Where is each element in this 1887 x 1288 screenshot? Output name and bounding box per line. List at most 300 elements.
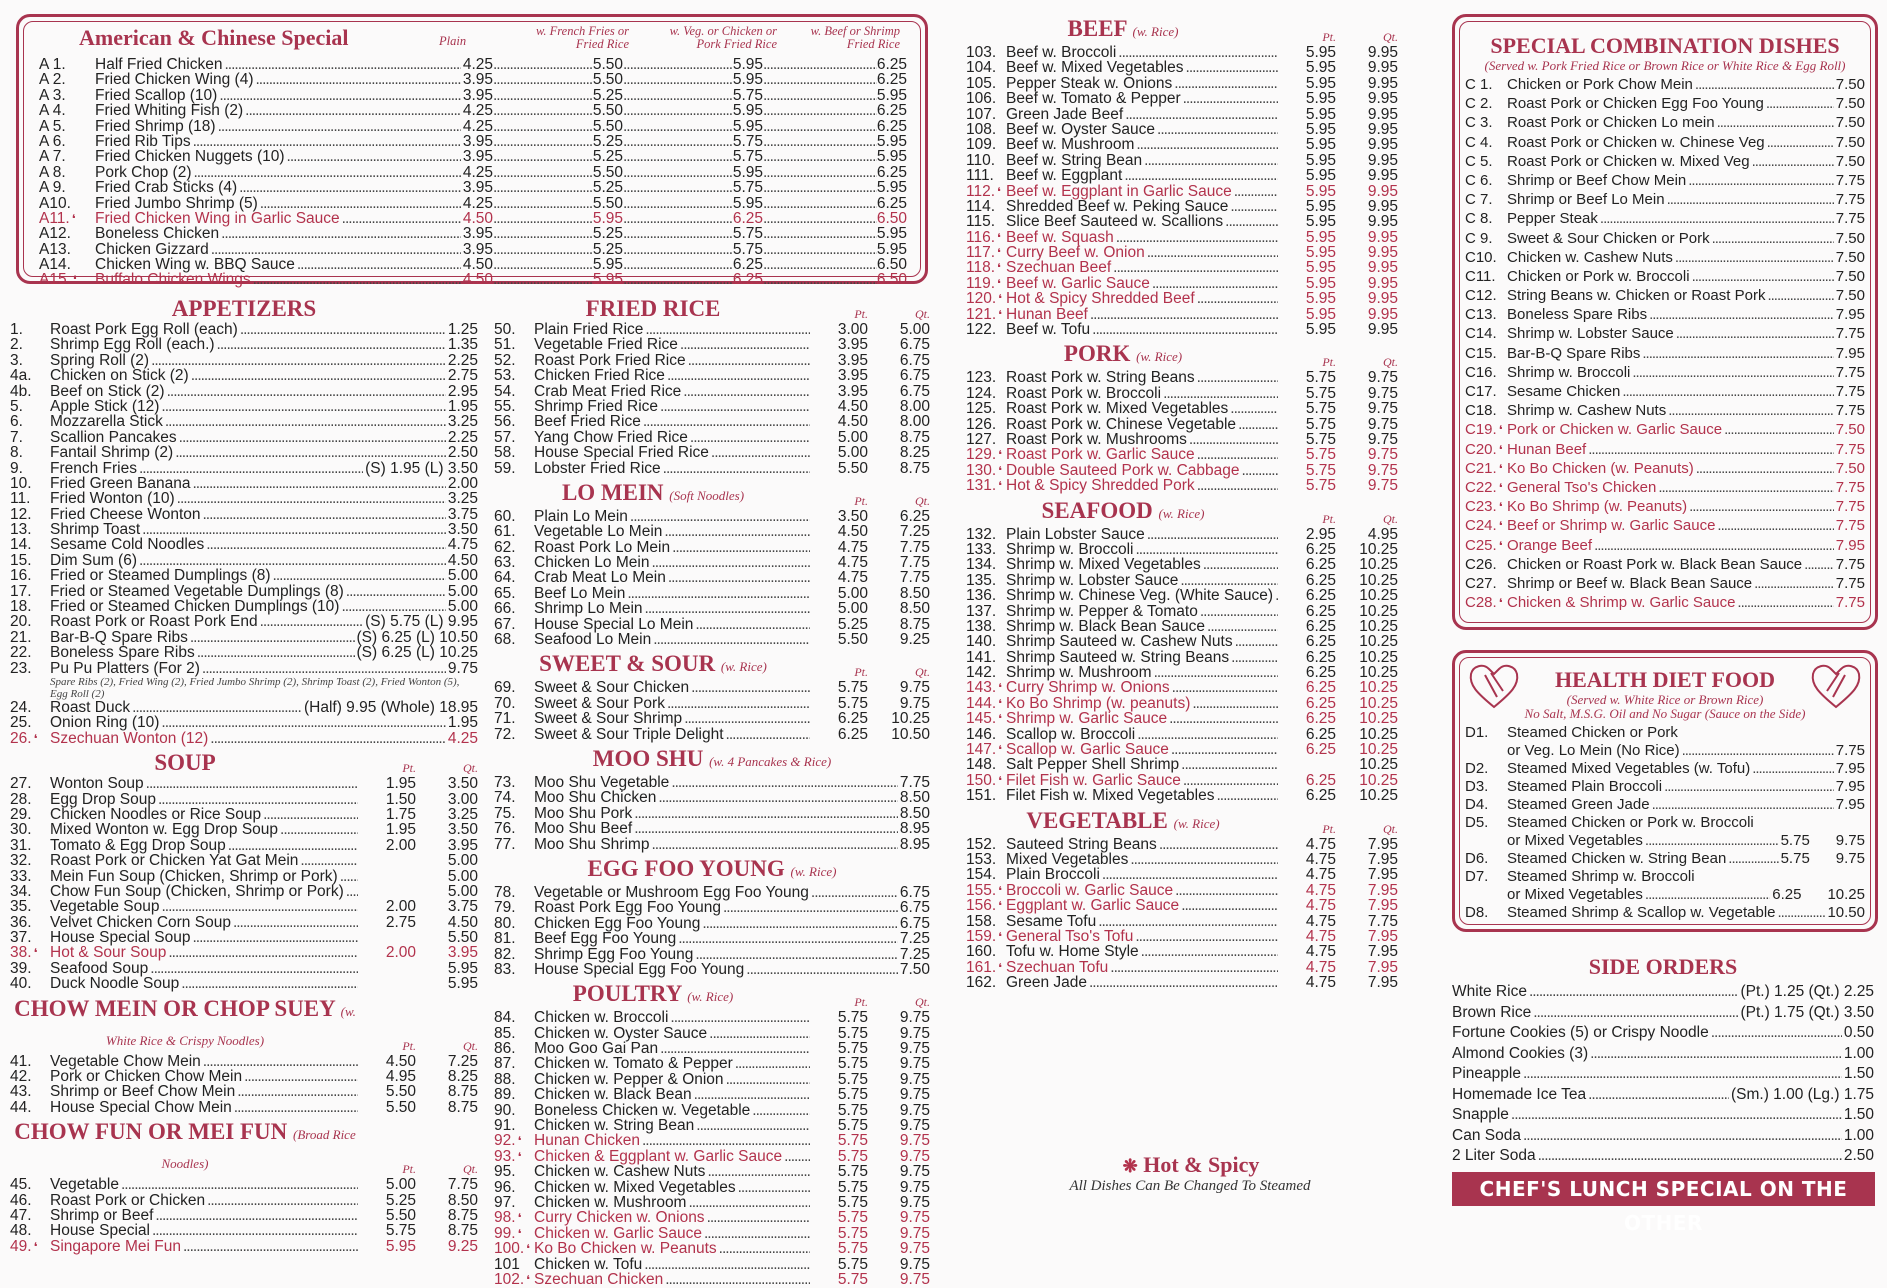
- quart-price: 9.75: [899, 1224, 930, 1242]
- menu-item: [39, 119, 907, 134]
- item-number: 3.: [10, 351, 23, 369]
- item-number: 28.: [10, 790, 32, 808]
- menu-item: [10, 899, 478, 914]
- menu-item: [966, 914, 1398, 929]
- item-name: Snapple: [1452, 1106, 1509, 1123]
- menu-item: [966, 370, 1398, 385]
- item-name: Pepper Steak w. Onions: [1006, 74, 1173, 92]
- item-price: 1.00: [1843, 1044, 1874, 1062]
- item-price: 7.95: [1835, 760, 1865, 777]
- item-price: 5.50: [592, 102, 623, 120]
- item-number: 20.: [10, 613, 32, 631]
- item-name: Plain Fried Rice: [534, 321, 644, 338]
- item-name: Roast Pork w. Mixed Vegetables: [1006, 400, 1229, 418]
- item-price: 7.50: [1835, 229, 1865, 247]
- item-name: Chicken w. Mixed Vegetables: [534, 1178, 736, 1196]
- item-name: Beef w. Squash: [1006, 228, 1114, 246]
- item-name: Chicken w. Tofu: [534, 1255, 643, 1273]
- vegetable-header: [966, 808, 1398, 837]
- menu-item: [494, 1133, 930, 1148]
- item-name: House Special Egg Foo Young: [534, 960, 745, 978]
- item-name: Roast Pork or Chicken Egg Foo Young: [1507, 95, 1764, 113]
- quart-price: 9.75: [1367, 400, 1398, 418]
- item-price: (S) 6.25 (L) 10.50: [356, 628, 478, 646]
- menu-item: [39, 134, 907, 149]
- item-price: 5.00: [447, 582, 478, 600]
- item-price: 4.50: [447, 551, 478, 569]
- item-name: General Tso's Tofu: [1006, 927, 1134, 945]
- health-item: [1465, 760, 1865, 778]
- pint-price: 5.50: [837, 459, 868, 477]
- item-number: 21.: [10, 628, 32, 646]
- item-number: 146.: [966, 725, 997, 743]
- pepper-icon: ❛: [526, 1242, 531, 1257]
- combo-item: [1465, 536, 1865, 555]
- item-name: Onion Ring (10): [50, 714, 160, 732]
- pepper-icon: ❛: [998, 773, 1003, 788]
- item-number: 66.: [494, 600, 516, 618]
- item-price: 9.75: [447, 659, 478, 677]
- menu-item: [494, 821, 930, 836]
- item-number: 82.: [494, 945, 516, 963]
- item-number: A13.: [39, 240, 71, 258]
- item-name: Orange Beef: [1507, 536, 1593, 554]
- pint-price: 5.75: [837, 1101, 868, 1119]
- item-number: C24. ❛: [1465, 517, 1503, 535]
- item-name: Pepper Steak: [1507, 210, 1598, 228]
- menu-item: [494, 399, 930, 414]
- item-name: Scallop w. Garlic Sauce: [1006, 741, 1169, 759]
- item-price: 7.50: [1835, 267, 1865, 285]
- pint-price: 4.75: [1305, 850, 1336, 868]
- pint-price: 5.75: [837, 1224, 868, 1242]
- item-number: 86.: [494, 1040, 516, 1058]
- menu-item: [10, 368, 478, 383]
- item-price: 5.95: [732, 102, 763, 120]
- item-price: 5.95: [732, 71, 763, 89]
- menu-item: [10, 1054, 478, 1069]
- menu-item: [494, 430, 930, 445]
- pint-price: 4.75: [837, 569, 868, 587]
- menu-item: [966, 619, 1398, 634]
- quart-price: 8.75: [899, 428, 930, 446]
- item-name: Beef w. Mushroom: [1006, 136, 1135, 154]
- menu-item: [966, 604, 1398, 619]
- pint-price: 4.50: [837, 413, 868, 431]
- quart-price: 9.95: [1367, 120, 1398, 138]
- item-number: 74.: [494, 789, 516, 807]
- item-number: C 6.: [1465, 171, 1493, 189]
- item-name: Roast Pork Lo Mein: [534, 538, 671, 556]
- poultry-header: [494, 981, 930, 1010]
- combo-item: [1465, 171, 1865, 190]
- item-name: Beef w. Oyster Sauce: [1006, 120, 1156, 138]
- item-name: Filet Fish w. Garlic Sauce: [1006, 771, 1181, 789]
- item-number: 43.: [10, 1083, 32, 1101]
- item-name: Fried or Steamed Vegetable Dumplings (8): [50, 582, 344, 600]
- quart-price: 8.75: [447, 1083, 478, 1101]
- pint-price: 5.75: [1305, 369, 1336, 387]
- menu-item: [494, 1241, 930, 1256]
- quart-price: 7.75: [899, 569, 930, 587]
- quart-price: 9.75: [899, 1040, 930, 1058]
- pint-price: 5.75: [1305, 384, 1336, 402]
- item-number: 51.: [494, 336, 516, 354]
- combo-item: [1465, 440, 1865, 459]
- item-price: 5.75: [732, 240, 763, 258]
- menu-item: [966, 122, 1398, 137]
- quart-price: 7.95: [1367, 897, 1398, 915]
- pint-price: 3.95: [837, 336, 868, 354]
- combo-item: [1465, 190, 1865, 209]
- menu-item: [494, 540, 930, 555]
- item-name: Scallion Pancakes: [50, 428, 177, 446]
- item-number: 16.: [10, 567, 32, 585]
- pint-price: 5.95: [1305, 213, 1336, 231]
- quart-price: 9.95: [1367, 167, 1398, 185]
- item-price: 8.50: [899, 804, 930, 822]
- item-price: 3.95: [462, 148, 493, 166]
- item-number: 107.: [966, 105, 997, 123]
- item-name: Vegetable: [50, 1176, 119, 1194]
- item-price: 6.25: [876, 163, 907, 181]
- item-number: 109.: [966, 136, 997, 154]
- item-name: Seafood Lo Mein: [534, 631, 652, 649]
- item-number: 47.: [10, 1206, 32, 1224]
- item-name: Steamed Green Jade: [1507, 796, 1650, 813]
- item-number: 77.: [494, 835, 516, 853]
- item-name: Roast Pork Egg Roll (each): [50, 321, 238, 338]
- quart-price: 7.25: [447, 1052, 478, 1070]
- item-price: 5.75: [732, 148, 763, 166]
- item-name: Chicken w. Cashew Nuts: [1507, 248, 1673, 266]
- item-name: Fortune Cookies (5) or Crispy Noodle: [1452, 1024, 1709, 1041]
- item-name: Tomato & Egg Drop Soup: [50, 836, 226, 854]
- quart-header: Qt.: [915, 493, 930, 508]
- item-price: 5.25: [592, 179, 623, 197]
- item-name: Chicken w. Pepper & Onion: [534, 1070, 724, 1088]
- friedrice-title: FRIED RICE: [585, 296, 721, 321]
- item-name: Fried Chicken Wing (4): [95, 71, 254, 89]
- item-name: Almond Cookies (3): [1452, 1044, 1589, 1062]
- item-price: 5.75: [732, 179, 763, 197]
- item-number: 148.: [966, 756, 997, 774]
- pint-price: 6.25: [1305, 571, 1336, 589]
- item-name: Chicken Noodles or Rice Soup: [50, 805, 262, 823]
- item-number: C 8.: [1465, 210, 1493, 228]
- seafood-subtitle: (w. Rice): [1158, 505, 1205, 521]
- menu-item: [494, 368, 930, 383]
- item-name: Shrimp Toast: [50, 521, 141, 539]
- item-price: 6.25: [876, 71, 907, 89]
- menu-item: [10, 1069, 478, 1084]
- item-number: 102. ❛: [494, 1270, 531, 1288]
- pint-price: 1.50: [385, 790, 416, 808]
- item-number: 156. ❛: [966, 897, 1003, 915]
- item-number: C 4.: [1465, 133, 1493, 151]
- item-name: Duck Noodle Soup: [50, 975, 180, 993]
- quart-price: 7.95: [1367, 943, 1398, 961]
- item-number: 4a.: [10, 367, 32, 385]
- quart-price: 8.50: [899, 600, 930, 618]
- item-name: Fried or Steamed Dumplings (8): [50, 567, 271, 585]
- pint-price: 4.75: [837, 554, 868, 572]
- item-price: 7.75: [1835, 498, 1865, 516]
- menu-item: [966, 245, 1398, 260]
- menu-item: [10, 476, 478, 491]
- menu-item: [39, 149, 907, 164]
- quart-header: Qt.: [915, 307, 930, 321]
- menu-item: [494, 617, 930, 632]
- item-price: 6.75: [899, 914, 930, 932]
- item-number: 63.: [494, 554, 516, 572]
- item-number: C18.: [1465, 402, 1497, 420]
- quart-price: 9.75: [899, 1240, 930, 1258]
- item-number: 81.: [494, 930, 516, 948]
- item-number: 50.: [494, 321, 516, 338]
- item-price: 3.95: [462, 71, 493, 89]
- item-price: 7.75: [1835, 363, 1865, 381]
- pint-price: 4.75: [1305, 958, 1336, 976]
- item-name: Szechuan Beef: [1006, 259, 1112, 277]
- item-price: 2.25: [447, 428, 478, 446]
- item-price: 2.50: [447, 444, 478, 462]
- combo-item: [1465, 363, 1865, 382]
- item-number: 160.: [966, 943, 997, 961]
- health-item: [1465, 724, 1865, 760]
- item-price: (Pt.) 1.25 (Qt.) 2.25: [1740, 983, 1874, 1000]
- pint-price: 5.75: [837, 694, 868, 712]
- menu-item: [966, 401, 1398, 416]
- item-price: 7.75: [1835, 574, 1865, 592]
- item-number: 17.: [10, 582, 32, 600]
- menu-item: [10, 700, 478, 715]
- item-name: Lobster Fried Rice: [534, 459, 661, 477]
- item-name: Pineapple: [1452, 1065, 1521, 1082]
- item-number: 39.: [10, 959, 32, 977]
- item-number: A15. ❛: [39, 271, 77, 289]
- item-name: Chicken & Eggplant w. Garlic Sauce: [534, 1147, 783, 1165]
- item-number: 32.: [10, 852, 32, 870]
- item-name: Sweet & Sour Chicken: [534, 679, 690, 697]
- item-number: 7.: [10, 428, 23, 446]
- item-price: 2.50: [1843, 1147, 1874, 1164]
- item-name: Beef Lo Mein: [534, 584, 626, 602]
- quart-price: 10.25: [1359, 540, 1398, 558]
- health-item: [1465, 796, 1865, 814]
- menu-item: [966, 107, 1398, 122]
- item-name: Shrimp Lo Mein: [534, 600, 643, 618]
- quart-header: Qt.: [915, 665, 930, 680]
- item-name: Steamed Shrimp w. Broccoli: [1507, 868, 1695, 885]
- item-number: D1.: [1465, 724, 1489, 741]
- pint-price: 4.95: [385, 1068, 416, 1086]
- item-number: 83.: [494, 960, 516, 978]
- menu-item: [966, 60, 1398, 75]
- item-name: Ko Bo Chicken w. Peanuts: [534, 1240, 717, 1258]
- menu-item: [494, 555, 930, 570]
- menu-item: [494, 1010, 930, 1025]
- item-price: 1.95: [447, 397, 478, 415]
- menu-item: [494, 962, 930, 977]
- item-name: Beef w. Tomato & Pepper: [1006, 90, 1181, 108]
- menu-item: [10, 491, 478, 506]
- item-number: 90.: [494, 1101, 516, 1119]
- item-name: Yang Chow Fried Rice: [534, 428, 688, 446]
- item-number: 88.: [494, 1070, 516, 1088]
- menu-item: [966, 168, 1398, 183]
- quart-price: 10.25: [891, 710, 930, 728]
- item-price: 7.95: [1835, 536, 1865, 554]
- item-number: 53.: [494, 367, 516, 385]
- item-price: 5.50: [592, 194, 623, 212]
- item-price: 2.25: [447, 351, 478, 369]
- item-name: Chow Fun Soup (Chicken, Shrimp or Pork): [50, 882, 344, 900]
- item-price: 7.75: [1835, 594, 1865, 612]
- item-price: 7.95: [1835, 778, 1865, 795]
- item-name: Chicken or Roast Pork w. Black Bean Sauce: [1507, 555, 1803, 573]
- pepper-icon: ❛: [997, 276, 1001, 291]
- item-number: A14.: [39, 256, 71, 274]
- quart-price: 9.75: [899, 1178, 930, 1196]
- item-name: Chicken Gizzard: [95, 240, 209, 258]
- item-number: 8.: [10, 444, 23, 462]
- quart-price: 9.95: [1367, 213, 1398, 231]
- quart-price: 10.50: [891, 725, 930, 743]
- quart-price: 4.95: [1367, 525, 1398, 543]
- menu-item: [966, 386, 1398, 401]
- item-price: 8.95: [899, 820, 930, 838]
- item-number: 124.: [966, 384, 997, 402]
- menu-item: [39, 103, 907, 118]
- quart-price: 10.25: [1359, 633, 1398, 651]
- item-number: 55.: [494, 397, 516, 415]
- item-name: Shrimp Sauteed w. Cashew Nuts: [1006, 633, 1233, 651]
- item-name: Sweet & Sour Shrimp: [534, 710, 683, 728]
- item-number: 141.: [966, 648, 997, 666]
- pint-price: 5.00: [837, 444, 868, 462]
- menu-item: [10, 553, 478, 568]
- item-name: Shrimp Egg Foo Young: [534, 945, 694, 963]
- menu-item: [966, 276, 1398, 291]
- item-name: Shrimp or Beef Chow Mein: [1507, 171, 1687, 189]
- item-number: 137.: [966, 602, 997, 620]
- item-number: 14.: [10, 536, 32, 554]
- pint-price: 5.75: [1305, 477, 1336, 495]
- combo-item: [1465, 478, 1865, 497]
- quart-header: Qt.: [1383, 511, 1398, 526]
- item-name: Buffalo Chicken Wings: [95, 271, 251, 289]
- item-price: 7.75: [1835, 555, 1865, 573]
- item-number: 162.: [966, 974, 997, 992]
- item-price: 7.50: [899, 960, 930, 978]
- quart-price: 9.95: [1367, 197, 1398, 215]
- pint-price: 5.95: [385, 1237, 416, 1255]
- quart-price: 10.25: [1359, 556, 1398, 574]
- item-name: Moo Shu Shrimp: [534, 835, 650, 853]
- quart-price: 9.75: [899, 1055, 930, 1073]
- quart-price: 8.00: [899, 397, 930, 415]
- item-price: 5.95: [876, 132, 907, 150]
- menu-item: [10, 322, 478, 337]
- menu-item: [494, 885, 930, 900]
- quart-price: 10.25: [1359, 725, 1398, 743]
- legend-note: All Dishes Can Be Changed To Steamed: [1069, 1178, 1311, 1194]
- pint-price: 5.95: [1305, 151, 1336, 169]
- pepper-icon: ❛: [1498, 461, 1503, 476]
- menu-item: [966, 852, 1398, 867]
- side-orders: [1452, 954, 1874, 1167]
- quart-header: Qt.: [463, 1162, 478, 1177]
- item-price: 3.95: [462, 86, 493, 104]
- pint-price: 5.95: [1305, 290, 1336, 308]
- item-name: Green Jade: [1006, 974, 1087, 992]
- item-number: C20. ❛: [1465, 440, 1503, 458]
- item-name: Dim Sum (6): [50, 551, 137, 569]
- pint-price: 5.95: [1305, 90, 1336, 108]
- pepper-icon: ❛: [998, 743, 1003, 758]
- item-name: Roast Duck: [50, 698, 131, 716]
- item-name: Moo Shu Vegetable: [534, 773, 670, 791]
- pepper-icon: ❛: [517, 1226, 522, 1241]
- menu-item: [10, 337, 478, 352]
- item-number: 120. ❛: [966, 290, 1003, 308]
- side-item: [1452, 1085, 1874, 1106]
- pint-header: Pt.: [1322, 355, 1336, 370]
- item-number: C11.: [1465, 267, 1496, 285]
- item-price: 7.50: [1835, 152, 1865, 170]
- item-price: 7.75: [1835, 191, 1865, 209]
- item-number: 10.: [10, 474, 32, 492]
- menu-item: [966, 650, 1398, 665]
- sweetsour-header: [494, 651, 930, 680]
- menu-item: [494, 601, 930, 616]
- pepper-icon: ❛: [998, 681, 1003, 696]
- item-number: 78.: [494, 883, 516, 901]
- item-number: D6.: [1465, 850, 1489, 867]
- menu-item: [10, 1100, 478, 1115]
- item-price: 7.50: [1835, 459, 1865, 477]
- menu-item: [10, 776, 478, 791]
- quart-price: 5.50: [447, 929, 478, 947]
- pepper-icon: ❛: [998, 883, 1003, 898]
- side-item: [1452, 1003, 1874, 1024]
- item-number: C22. ❛: [1465, 478, 1503, 496]
- menu-item: [966, 837, 1398, 852]
- item-number: 37.: [10, 929, 32, 947]
- quart-price: 7.95: [1367, 927, 1398, 945]
- menu-item: [10, 1208, 478, 1223]
- item-name: Shrimp w. Lobster Sauce: [1006, 571, 1179, 589]
- quart-price: 10.25: [1359, 771, 1398, 789]
- pint-price: 6.25: [1305, 710, 1336, 728]
- item-name: Beef Fried Rice: [534, 413, 641, 431]
- pint-header: Pt.: [1322, 30, 1336, 44]
- item-name: Hunan Beef: [1006, 305, 1088, 323]
- item-name: Sweet & Sour Pork: [534, 694, 665, 712]
- menu-item: [39, 72, 907, 87]
- item-price: 6.50: [876, 209, 907, 227]
- chowfun-header: [10, 1119, 478, 1177]
- pint-price: 2.95: [1305, 525, 1336, 543]
- combo-item: [1465, 574, 1865, 593]
- item-number: A 4.: [39, 102, 66, 120]
- menu-item: [966, 557, 1398, 572]
- item-number: 151.: [966, 787, 997, 805]
- item-number: 99. ❛: [494, 1224, 522, 1242]
- quart-price: 7.95: [1367, 881, 1398, 899]
- item-price: 1.00: [1843, 1126, 1874, 1144]
